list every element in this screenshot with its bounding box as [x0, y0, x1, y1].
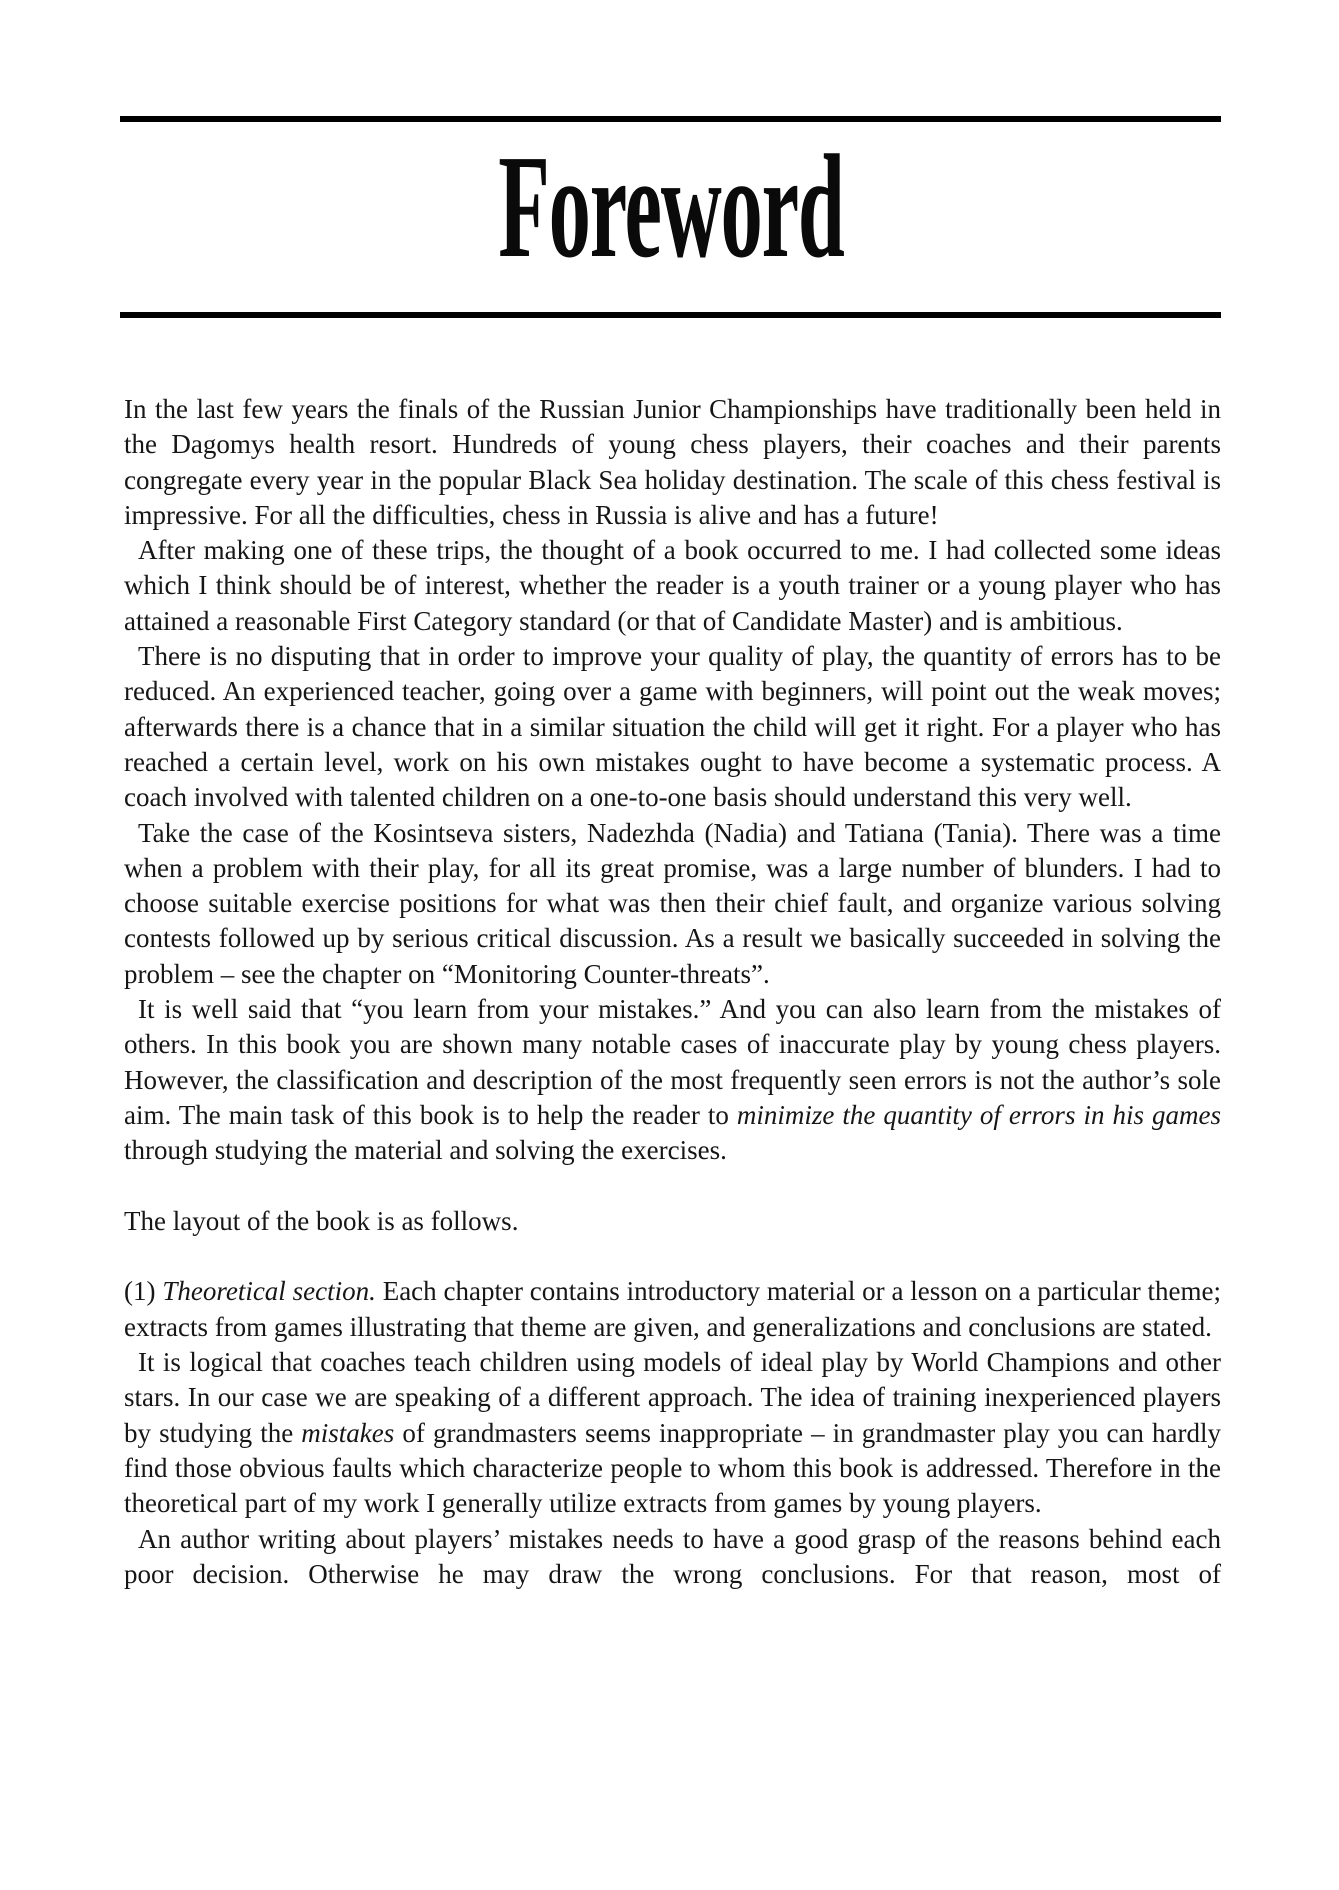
italic-text-run: mistakes	[301, 1417, 395, 1448]
title-band	[120, 122, 1221, 312]
paragraph	[124, 1204, 1221, 1239]
text-run: An author writing about players’ mistakes needs to have a good grasp of the reasons behind each poor decision. Otherwise he may draw the wrong conclusions. For that reason, most of	[124, 1523, 1221, 1589]
paragraph	[124, 992, 1221, 1168]
paragraph	[124, 639, 1221, 815]
text-run: It is well said that “you learn from your mistakes.” And you can also learn from the mistakes of others. In this book you are shown many notable cases of inaccurate play by young chess players. However, the classification and description of the most frequently seen errors is not the author’s sole aim. The main task of this book is to help the reader to	[124, 994, 1221, 1130]
paragraph	[124, 1274, 1221, 1345]
text-run: The layout of the book is as follows.	[124, 1205, 519, 1236]
paragraph	[124, 1522, 1221, 1593]
text-run: It is logical that coaches teach children using models of ideal play by World Champions and other stars. In our case we are speaking of a different approach. The idea of training inexperienced players by studying the	[124, 1347, 1221, 1448]
title-bottom-rule	[120, 312, 1221, 318]
text-run: Take the case of the Kosintseva sisters, Nadezhda (Nadia) and Tatiana (Tania). There was a time when a problem with their play, for all its great promise, was a large number of blunders. I had to choose suitable exercise positions for what was then their chief fault, and organize various solving contests followed up by serious critical discussion. As a result we basically succeeded in solving the problem – see the chapter on “Monitoring Counter-threats”.	[124, 817, 1221, 989]
text-run: (1)	[124, 1276, 163, 1307]
text-run: There is no disputing that in order to improve your quality of play, the quantity of errors has to be reduced. An experienced teacher, going over a game with beginners, will point out the weak moves; afterwards there is a chance that in a similar situation the child will get it right. For a player who has reached a certain level, work on his own mistakes ought to have become a systematic process. A coach involved with talented children on a one-to-one basis should understand this very well.	[124, 641, 1221, 813]
text-run: In the last few years the finals of the Russian Junior Championships have traditionally been held in the Dagomys health resort. Hundreds of young chess players, their coaches and their parents congregate every year in the popular Black Sea holiday destination. The scale of this chess festival is impressive. For all the difficulties, chess in Russia is alive and has a future!	[124, 394, 1221, 530]
italic-text-run: minimize the quantity of errors in his games	[736, 1099, 1222, 1130]
text-run: of grandmasters seems inappropriate – in grandmaster play you can hardly find those obvious faults which characterize people to whom this book is addressed. Therefore in the theoretical part of my work I generally utilize extracts from games by young players.	[124, 1417, 1222, 1519]
italic-text-run: Theoretical section.	[162, 1276, 376, 1307]
paragraph	[124, 1345, 1221, 1521]
text-run: through studying the material and solving the exercises.	[124, 1135, 727, 1166]
paragraph	[124, 533, 1221, 639]
text-run: Each chapter contains introductory material or a lesson on a particular theme; extracts from games illustrating that theme are given, and generalizations and conclusions are stated.	[124, 1276, 1222, 1342]
page-title: Foreword	[497, 125, 844, 289]
paragraph	[124, 392, 1221, 533]
text-run: After making one of these trips, the thought of a book occurred to me. I had collected some ideas which I think should be of interest, whether the reader is a youth trainer or a young player who has attained a reasonable First Category standard (or that of Candidate Master) and is ambitious.	[124, 535, 1221, 636]
paragraph	[124, 816, 1221, 992]
foreword-body	[124, 392, 1221, 1592]
